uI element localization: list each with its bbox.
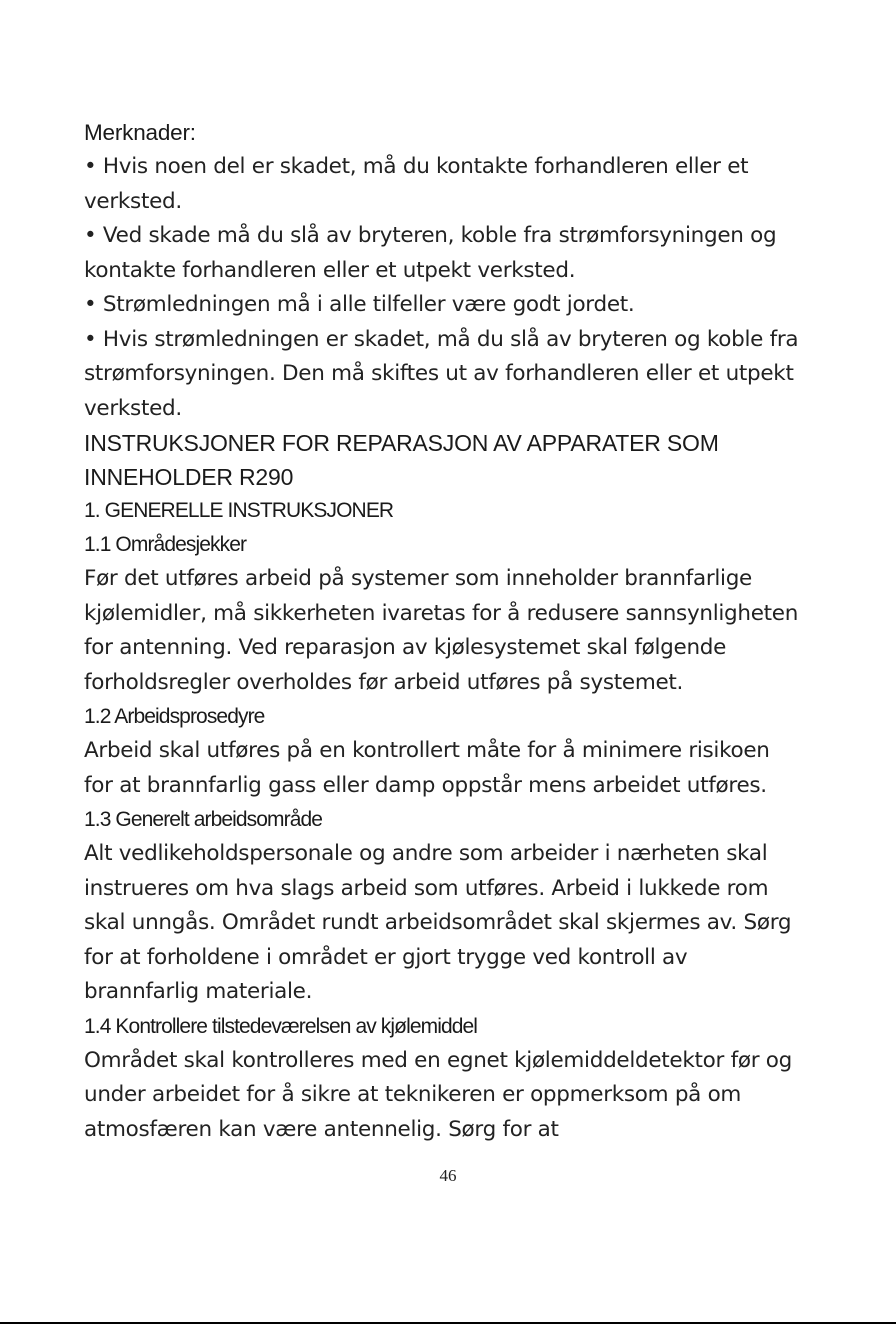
paragraph-line: forholdsregler overholdes før arbeid utføres på systemet. [84,669,684,695]
section-1-heading: 1. GENERELLE INSTRUKSJONER [84,499,394,522]
paragraph-line: Arbeid skal utføres på en kontrollert måte for å minimere risikoen [84,738,770,763]
paragraph-line: for at brannfarlig gass eller damp oppstår mens arbeidet utføres. [84,772,767,798]
notes-line: • Strømledningen må i alle tilfeller være godt jordet. [84,292,635,317]
paragraph-line: for antenning. Ved reparasjon av kjølesystemet skal følgende [84,635,727,660]
main-heading-line: INNEHOLDER R290 [84,464,294,490]
paragraph-line: for at forholdene i området er gjort trygge ved kontroll av [84,944,688,970]
paragraph-line: Alt vedlikeholdspersonale og andre som arbeider i nærheten skal [84,841,768,866]
main-heading [84,426,844,494]
notes-line: • Hvis noen del er skadet, må du kontakte forhandleren eller et [84,154,749,179]
paragraph-line: skal unngås. Området rundt arbeidsområdet skal skjermes av. Sørg [84,910,792,935]
paragraph-line: Området skal kontrolleres med en egnet kjølemiddeldetektor før og [84,1047,792,1073]
section-1-2-heading: 1.2 Arbeidsprosedyre [84,705,265,728]
paragraph-line: kjølemidler, må sikkerheten ivaretas for å redusere sannsynligheten [84,600,799,626]
page-number: 46 [439,1166,457,1185]
notes-line: verksted. [84,188,182,214]
section-1-4-heading: 1.4 Kontrollere tilstedeværelsen av kjølemiddel [84,1014,478,1038]
section-1-2-body [84,734,844,803]
section-1-1-heading: 1.1 Områdesjekker [84,533,247,556]
notes-body [84,150,844,426]
section-1-3-body [84,837,844,1010]
section-1-4-body [84,1044,844,1148]
section-1-3-heading: 1.3 Generelt arbeidsområde [84,808,323,831]
paragraph-line: instrueres om hva slags arbeid som utføres. Arbeid i lukkede rom [84,875,769,901]
notes-line: kontakte forhandleren eller et utpekt verksted. [84,257,576,283]
section-1-1-body [84,562,844,700]
document-page [84,116,844,1147]
paragraph-line: atmosfæren kan være antennelig. Sørg for at [84,1116,559,1142]
paragraph-line: Før det utføres arbeid på systemer som inneholder brannfarlige [84,566,752,591]
paragraph-line: brannfarlig materiale. [84,979,313,1004]
paragraph-line: under arbeidet for å sikre at teknikeren er oppmerksom på om [84,1082,742,1107]
notes-line: verksted. [84,395,182,421]
notes-line: • Ved skade må du slå av bryteren, koble fra strømforsyningen og [84,223,777,248]
notes-line: • Hvis strømledningen er skadet, må du slå av bryteren og koble fra [84,326,799,352]
notes-heading: Merknader: [84,120,196,145]
notes-line: strømforsyningen. Den må skiftes ut av forhandleren eller et utpekt [84,361,794,386]
main-heading-line: INSTRUKSJONER FOR REPARASJON AV APPARATER SOM [84,430,719,456]
